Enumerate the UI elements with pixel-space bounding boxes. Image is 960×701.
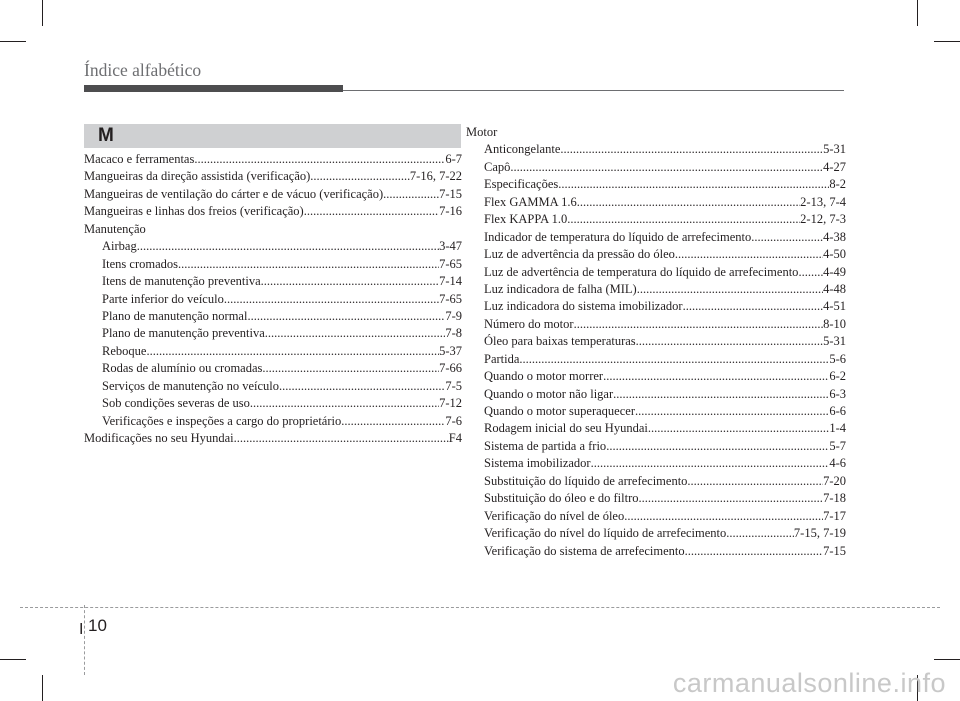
index-entry xyxy=(84,430,462,447)
footer-dashed-rule xyxy=(20,607,940,608)
index-entry-text: Capô xyxy=(484,159,511,174)
footer-separator: I xyxy=(79,621,84,638)
dot-leader xyxy=(341,413,445,430)
dot-leader xyxy=(636,333,823,350)
index-entry-page: 4-6 xyxy=(829,456,846,471)
index-entry xyxy=(466,246,846,263)
index-entry-text: Manutenção xyxy=(84,221,146,236)
index-entry-text: Flex KAPPA 1.0 xyxy=(484,212,568,227)
dot-leader xyxy=(146,343,439,360)
index-entry-page: 7-65 xyxy=(439,256,462,271)
index-entry-page: 5-31 xyxy=(823,334,846,349)
index-entry-text: Especificações xyxy=(484,177,559,192)
index-entry xyxy=(84,221,462,238)
index-entry xyxy=(466,525,846,542)
index-entry xyxy=(466,351,846,368)
index-entry xyxy=(466,386,846,403)
dot-leader xyxy=(137,238,439,255)
index-entry-page: 7-16, 7-22 xyxy=(409,169,462,184)
dot-leader xyxy=(648,420,829,437)
index-entry-text: Verificações e inspeções a cargo do proprietário xyxy=(102,413,342,428)
index-entry-text: Reboque xyxy=(102,343,147,358)
index-entry-page: 7-17 xyxy=(823,508,846,523)
index-entry xyxy=(466,211,846,228)
index-entry xyxy=(84,378,462,395)
index-entry-page: 7-16 xyxy=(439,204,462,219)
index-entry-text: Luz de advertência da pressão do óleo xyxy=(484,247,675,262)
section-letter-box xyxy=(84,124,461,148)
index-entry-page: 5-37 xyxy=(439,343,462,358)
index-entry-text: Verificação do sistema de arrefecimento xyxy=(484,543,685,558)
index-entry-page: 5-31 xyxy=(823,142,846,157)
index-entry-page: 7-12 xyxy=(439,396,462,411)
index-entry-page: F4 xyxy=(448,431,462,445)
index-entry-page: 7-8 xyxy=(445,326,462,341)
index-entry-text: Verificação do nível de óleo xyxy=(484,508,625,523)
dot-leader xyxy=(265,325,446,342)
index-entry xyxy=(466,316,846,333)
index-entry xyxy=(466,281,846,298)
index-entry-text: Rodagem inicial do seu Hyundai xyxy=(484,421,648,436)
index-entry-text: Plano de manutenção preventiva xyxy=(102,326,265,341)
index-entry xyxy=(466,264,846,281)
dot-leader xyxy=(310,168,410,185)
index-entry-page: 4-27 xyxy=(823,159,846,174)
index-entry xyxy=(84,325,462,342)
dot-leader xyxy=(683,298,824,315)
crop-mark xyxy=(42,675,43,701)
dot-leader xyxy=(639,490,824,507)
index-entry-page: 6-3 xyxy=(829,386,846,401)
index-entry xyxy=(84,186,462,203)
index-entry xyxy=(466,420,846,437)
index-entry-text: Luz indicadora do sistema imobilizador xyxy=(484,299,683,314)
dot-leader xyxy=(560,141,823,158)
index-entry xyxy=(466,124,846,141)
index-entry-text: Quando o motor morrer xyxy=(484,369,604,384)
index-entry xyxy=(466,298,846,315)
dot-leader xyxy=(635,403,829,420)
index-entry-page: 7-15, 7-19 xyxy=(793,526,846,541)
watermark: carmanualsonline.info xyxy=(672,668,946,698)
index-entry-text: Flex GAMMA 1.6 xyxy=(484,194,577,209)
index-entry xyxy=(466,159,846,176)
index-entry xyxy=(466,543,846,560)
dot-leader xyxy=(194,151,445,168)
index-entry-page: 7-15 xyxy=(439,186,462,201)
index-entry xyxy=(466,490,846,507)
index-entry-page: 7-65 xyxy=(439,291,462,306)
index-entry-text: Número do motor xyxy=(484,316,574,331)
dot-leader xyxy=(304,203,439,220)
index-entry-page: 4-50 xyxy=(823,247,846,262)
index-entry xyxy=(84,308,462,325)
index-entry-page: 8-10 xyxy=(823,316,846,331)
crop-mark xyxy=(917,0,918,26)
index-entry xyxy=(466,473,846,490)
index-entry-page: 7-20 xyxy=(823,473,846,488)
index-entry-text: Substituição do líquido de arrefecimento xyxy=(484,473,688,488)
dot-leader xyxy=(591,455,830,472)
dot-leader xyxy=(624,508,823,525)
dot-leader xyxy=(687,473,823,490)
dot-leader xyxy=(250,395,439,412)
index-entry-page: 6-7 xyxy=(445,152,462,166)
index-entry xyxy=(84,273,462,290)
index-entry xyxy=(466,141,846,158)
dot-leader xyxy=(558,176,829,193)
dot-leader xyxy=(751,229,823,246)
dot-leader xyxy=(383,186,439,203)
index-entry xyxy=(84,151,462,168)
index-entry xyxy=(84,395,462,412)
index-entry xyxy=(84,343,462,360)
index-entry-text: Partida xyxy=(484,351,520,366)
index-entry xyxy=(466,194,846,211)
dot-leader xyxy=(606,438,829,455)
crop-mark xyxy=(0,659,26,660)
index-entry-page: 5-7 xyxy=(829,438,846,453)
dot-leader xyxy=(685,543,823,560)
index-entry-text: Rodas de alumínio ou cromadas xyxy=(102,361,263,376)
index-entry-text: Sob condições severas de uso xyxy=(102,396,250,411)
index-entry-text: Motor xyxy=(466,125,498,139)
index-entry xyxy=(466,333,846,350)
index-column-left xyxy=(84,151,462,447)
index-column-right xyxy=(466,124,846,560)
index-entry-text: Substituição do óleo e do filtro xyxy=(484,491,639,506)
index-entry-text: Airbag xyxy=(102,239,137,254)
index-entry-text: Mangueiras da direção assistida (verificação) xyxy=(84,169,311,184)
index-entry xyxy=(466,229,846,246)
index-entry-text: Óleo para baixas temperaturas xyxy=(484,334,636,349)
dot-leader xyxy=(798,264,823,281)
header-rule xyxy=(343,90,844,91)
crop-mark xyxy=(42,0,43,26)
index-entry-text: Mangueiras de ventilação do cárter e de vácuo (verificação) xyxy=(84,186,384,201)
section-letter: M xyxy=(98,125,114,146)
index-entry-text: Anticongelante xyxy=(484,142,561,157)
dot-leader xyxy=(675,246,823,263)
dot-leader xyxy=(613,386,829,403)
crop-mark xyxy=(0,41,26,42)
dot-leader xyxy=(637,281,823,298)
page-title: Índice alfabético xyxy=(84,60,202,80)
index-entry-page: 2-12, 7-3 xyxy=(800,212,846,227)
index-entry xyxy=(84,256,462,273)
index-entry-text: Parte inferior do veículo xyxy=(102,291,224,306)
index-entry-page: 7-14 xyxy=(439,274,462,289)
dot-leader xyxy=(262,360,439,377)
index-entry-text: Plano de manutenção normal xyxy=(102,308,248,323)
dot-leader xyxy=(178,256,439,273)
index-entry-page: 5-6 xyxy=(829,351,846,366)
index-entry xyxy=(84,291,462,308)
index-entry xyxy=(466,176,846,193)
index-entry xyxy=(84,203,462,220)
index-entry-page: 7-66 xyxy=(439,361,462,376)
dot-leader xyxy=(726,525,794,542)
dot-leader xyxy=(603,368,829,385)
dot-leader xyxy=(510,159,823,176)
index-entry-text: Itens de manutenção preventiva xyxy=(102,274,261,289)
index-entry-page: 6-2 xyxy=(829,369,846,384)
index-entry-page: 7-18 xyxy=(823,491,846,506)
crop-mark xyxy=(934,41,960,42)
index-entry-page: 7-15 xyxy=(823,543,846,558)
index-entry-text: Itens cromados xyxy=(102,256,179,271)
index-entry-page: 8-2 xyxy=(829,177,846,192)
index-entry-text: Sistema de partida a frio xyxy=(484,438,607,453)
dot-leader xyxy=(279,378,445,395)
index-entry xyxy=(84,238,462,255)
header-rule-accent xyxy=(84,85,343,92)
crop-mark xyxy=(934,659,960,660)
page-number: 10 xyxy=(88,616,107,635)
dot-leader xyxy=(261,273,439,290)
footer-dashed-divider xyxy=(84,605,85,675)
index-entry-page: 4-48 xyxy=(823,281,846,296)
dot-leader xyxy=(577,194,800,211)
index-entry xyxy=(84,168,462,185)
index-entry xyxy=(466,368,846,385)
index-entry-text: Quando o motor superaquecer xyxy=(484,404,635,418)
dot-leader xyxy=(247,308,445,325)
index-entry-text: Modificações no seu Hyundai xyxy=(84,431,234,445)
index-entry xyxy=(466,508,846,525)
index-entry-text: Luz indicadora de falha (MIL) xyxy=(484,281,637,296)
index-entry xyxy=(84,360,462,377)
index-entry-text: Mangueiras e linhas dos freios (verificação) xyxy=(84,204,304,219)
index-entry xyxy=(466,403,846,420)
index-entry-text: Serviços de manutenção no veículo xyxy=(102,378,280,393)
index-entry-text: Luz de advertência de temperatura do líquido de arrefecimento xyxy=(484,264,799,279)
index-entry-text: Macaco e ferramentas xyxy=(84,152,195,166)
dot-leader xyxy=(224,291,439,308)
index-entry-text: Indicador de temperatura do líquido de arrefecimento xyxy=(484,229,752,244)
index-entry-page: 6-6 xyxy=(829,404,846,418)
index-entry-text: Quando o motor não ligar xyxy=(484,386,614,401)
dot-leader xyxy=(574,316,824,333)
index-entry xyxy=(466,455,846,472)
index-entry-page: 4-38 xyxy=(823,229,846,244)
index-entry xyxy=(84,413,462,430)
dot-leader xyxy=(234,430,449,447)
index-entry xyxy=(466,438,846,455)
index-entry-page: 7-9 xyxy=(445,308,462,323)
index-entry-page: 7-6 xyxy=(445,413,462,428)
index-entry-text: Sistema imobilizador xyxy=(484,456,591,471)
index-entry-page: 3-47 xyxy=(439,239,462,254)
index-entry-page: 4-49 xyxy=(823,264,846,279)
index-entry-page: 2-13, 7-4 xyxy=(800,194,846,209)
dot-leader xyxy=(519,351,829,368)
index-entry-page: 1-4 xyxy=(829,421,846,436)
dot-leader xyxy=(567,211,800,228)
index-entry-text: Verificação do nível do líquido de arrefecimento xyxy=(484,526,727,541)
index-entry-page: 4-51 xyxy=(823,299,846,314)
index-entry-page: 7-5 xyxy=(445,378,462,393)
